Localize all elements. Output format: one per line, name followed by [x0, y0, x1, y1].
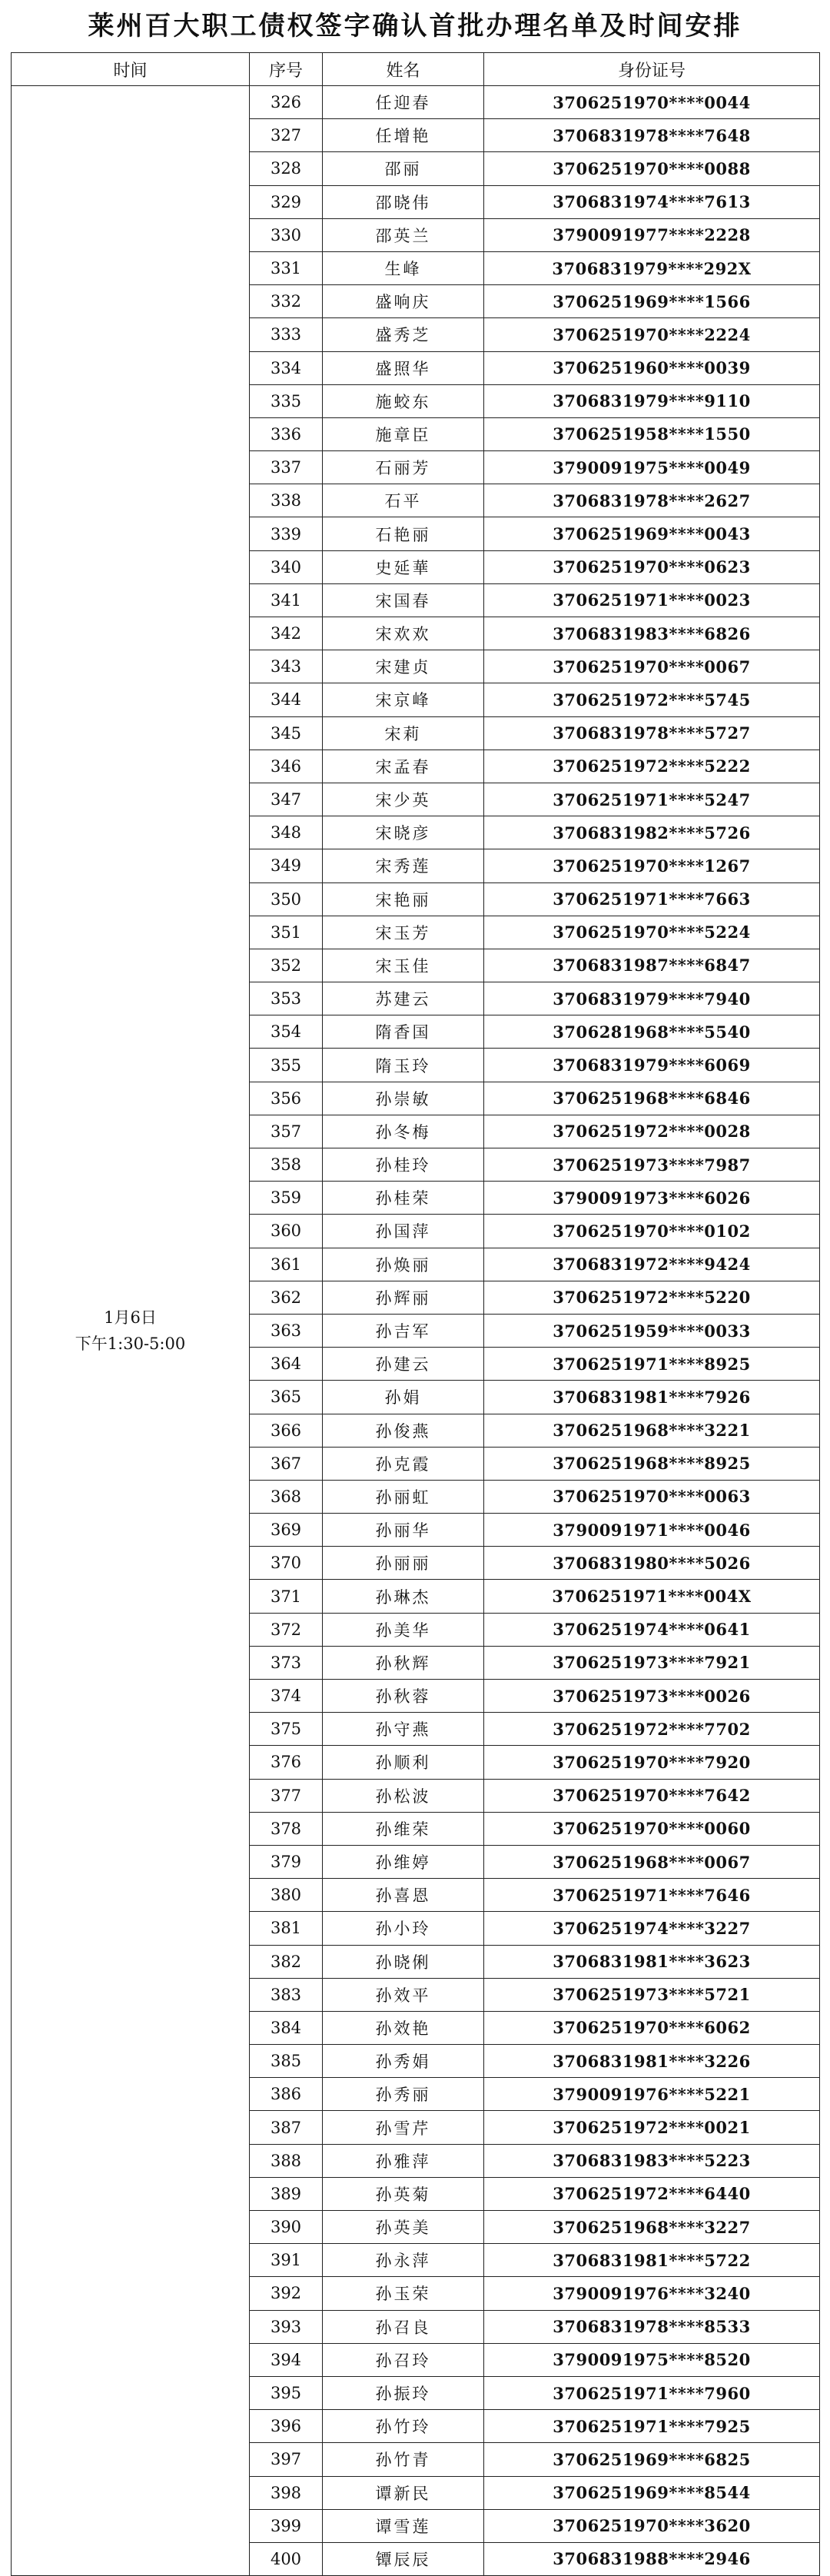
row-id-number: 3706251970****0088 — [484, 152, 820, 185]
row-name: 任增艳 — [323, 119, 484, 152]
row-name: 孙克霞 — [323, 1447, 484, 1480]
row-id-number: 3706831979****292X — [484, 251, 820, 284]
row-number: 375 — [250, 1713, 323, 1746]
row-name: 宋秀莲 — [323, 849, 484, 882]
row-id-number: 3706251968****6846 — [484, 1082, 820, 1115]
row-number: 382 — [250, 1945, 323, 1978]
row-id-number: 3790091975****0049 — [484, 451, 820, 484]
row-name: 孙喜恩 — [323, 1879, 484, 1912]
row-id-number: 3706251971****7960 — [484, 2376, 820, 2409]
row-number: 334 — [250, 351, 323, 384]
row-name: 宋京峰 — [323, 683, 484, 716]
row-number: 388 — [250, 2144, 323, 2177]
row-id-number: 3706831979****6069 — [484, 1049, 820, 1082]
row-id-number: 3706251973****5721 — [484, 1978, 820, 2011]
row-name: 孙守燕 — [323, 1713, 484, 1746]
row-number: 381 — [250, 1912, 323, 1945]
row-number: 336 — [250, 417, 323, 450]
row-name: 孙竹青 — [323, 2443, 484, 2476]
row-name: 史延華 — [323, 550, 484, 583]
row-id-number: 3706251972****5220 — [484, 1281, 820, 1314]
row-id-number: 3706251971****004X — [484, 1580, 820, 1613]
row-id-number: 3706251972****6440 — [484, 2177, 820, 2210]
row-id-number: 3790091973****6026 — [484, 1182, 820, 1215]
row-id-number: 3790091975****8520 — [484, 2343, 820, 2376]
row-id-number: 3706251970****0102 — [484, 1215, 820, 1248]
table-body — [12, 86, 820, 2576]
row-name: 孙英菊 — [323, 2177, 484, 2210]
row-number: 367 — [250, 1447, 323, 1480]
row-number: 357 — [250, 1115, 323, 1148]
row-name: 孙效平 — [323, 1978, 484, 2011]
row-id-number: 3706251971****7646 — [484, 1879, 820, 1912]
row-name: 孙顺利 — [323, 1746, 484, 1779]
row-number: 387 — [250, 2111, 323, 2144]
row-id-number: 3706831983****6826 — [484, 617, 820, 650]
row-id-number: 3706251974****0641 — [484, 1613, 820, 1646]
row-name: 盛照华 — [323, 351, 484, 384]
row-id-number: 3706251970****2224 — [484, 318, 820, 351]
row-id-number: 3706831982****5726 — [484, 816, 820, 849]
row-number: 378 — [250, 1812, 323, 1845]
row-name: 隋香国 — [323, 1015, 484, 1049]
row-number: 383 — [250, 1978, 323, 2011]
row-name: 宋欢欢 — [323, 617, 484, 650]
row-id-number: 3706251970****6062 — [484, 2011, 820, 2044]
row-id-number: 3706831979****9110 — [484, 384, 820, 417]
row-number: 348 — [250, 816, 323, 849]
row-number: 347 — [250, 783, 323, 816]
row-id-number: 3706251970****0623 — [484, 550, 820, 583]
row-id-number: 3706831987****6847 — [484, 949, 820, 982]
row-number: 389 — [250, 2177, 323, 2210]
row-id-number: 3706251971****5247 — [484, 783, 820, 816]
row-name: 施蛟东 — [323, 384, 484, 417]
row-id-number: 3706831978****7648 — [484, 119, 820, 152]
row-name: 孙雪芹 — [323, 2111, 484, 2144]
row-number: 396 — [250, 2410, 323, 2443]
row-id-number: 3706831978****5727 — [484, 716, 820, 750]
time-slot-date: 1月6日 — [104, 1308, 157, 1328]
row-name: 盛响庆 — [323, 285, 484, 318]
row-id-number: 3706831988****2946 — [484, 2542, 820, 2575]
row-name: 镡辰辰 — [323, 2542, 484, 2575]
row-id-number: 3706251974****3227 — [484, 1912, 820, 1945]
header-number: 序号 — [250, 53, 323, 86]
row-number: 376 — [250, 1746, 323, 1779]
row-name: 石平 — [323, 484, 484, 517]
row-name: 孙冬梅 — [323, 1115, 484, 1148]
row-number: 397 — [250, 2443, 323, 2476]
row-name: 宋晓彦 — [323, 816, 484, 849]
row-name: 孙效艳 — [323, 2011, 484, 2044]
row-name: 苏建云 — [323, 982, 484, 1015]
row-number: 329 — [250, 185, 323, 218]
row-name: 宋艳丽 — [323, 882, 484, 916]
row-name: 宋建贞 — [323, 650, 484, 683]
row-number: 344 — [250, 683, 323, 716]
row-name: 孙琳杰 — [323, 1580, 484, 1613]
row-name: 隋玉玲 — [323, 1049, 484, 1082]
time-slot-cell — [12, 86, 250, 2576]
row-name: 孙娟 — [323, 1381, 484, 1414]
row-number: 340 — [250, 550, 323, 583]
row-number: 328 — [250, 152, 323, 185]
row-id-number: 3706251971****0023 — [484, 583, 820, 617]
row-number: 372 — [250, 1613, 323, 1646]
row-id-number: 3790091971****0046 — [484, 1514, 820, 1547]
row-name: 孙晓俐 — [323, 1945, 484, 1978]
row-name: 宋莉 — [323, 716, 484, 750]
row-number: 350 — [250, 882, 323, 916]
row-id-number: 3706251959****0033 — [484, 1314, 820, 1347]
row-name: 石丽芳 — [323, 451, 484, 484]
row-name: 施章臣 — [323, 417, 484, 450]
header-name: 姓名 — [323, 53, 484, 86]
row-id-number: 3706251969****0043 — [484, 517, 820, 550]
row-id-number: 3706251968****3221 — [484, 1414, 820, 1447]
row-name: 孙召良 — [323, 2310, 484, 2343]
row-name: 孙秀娟 — [323, 2045, 484, 2078]
row-name: 宋孟春 — [323, 750, 484, 783]
row-number: 393 — [250, 2310, 323, 2343]
row-name: 孙玉荣 — [323, 2277, 484, 2310]
row-number: 394 — [250, 2343, 323, 2376]
row-id-number: 3706251960****0039 — [484, 351, 820, 384]
row-name: 孙俊燕 — [323, 1414, 484, 1447]
row-name: 孙秋辉 — [323, 1646, 484, 1679]
row-number: 373 — [250, 1646, 323, 1679]
row-number: 358 — [250, 1148, 323, 1182]
row-number: 386 — [250, 2078, 323, 2111]
row-number: 343 — [250, 650, 323, 683]
header-id-number: 身份证号 — [484, 53, 820, 86]
row-number: 368 — [250, 1480, 323, 1513]
row-number: 352 — [250, 949, 323, 982]
row-name: 孙雅萍 — [323, 2144, 484, 2177]
row-number: 353 — [250, 982, 323, 1015]
row-name: 任迎春 — [323, 86, 484, 119]
row-id-number: 3706251970****0044 — [484, 86, 820, 119]
row-name: 谭新民 — [323, 2476, 484, 2509]
row-number: 370 — [250, 1547, 323, 1580]
row-name: 孙崇敏 — [323, 1082, 484, 1115]
row-id-number: 3706831981****7926 — [484, 1381, 820, 1414]
row-number: 366 — [250, 1414, 323, 1447]
row-number: 390 — [250, 2211, 323, 2244]
row-number: 385 — [250, 2045, 323, 2078]
row-name: 宋少英 — [323, 783, 484, 816]
row-id-number: 3706251971****7925 — [484, 2410, 820, 2443]
row-number: 371 — [250, 1580, 323, 1613]
row-number: 400 — [250, 2542, 323, 2575]
row-number: 379 — [250, 1845, 323, 1878]
row-id-number: 3706251970****0067 — [484, 650, 820, 683]
row-name: 孙吉军 — [323, 1314, 484, 1347]
row-name: 孙丽丽 — [323, 1547, 484, 1580]
row-id-number: 3706251970****5224 — [484, 916, 820, 949]
row-name: 盛秀芝 — [323, 318, 484, 351]
row-id-number: 3706251958****1550 — [484, 417, 820, 450]
row-number: 360 — [250, 1215, 323, 1248]
row-number: 339 — [250, 517, 323, 550]
row-name: 石艳丽 — [323, 517, 484, 550]
row-id-number: 3706251971****8925 — [484, 1348, 820, 1381]
row-number: 398 — [250, 2476, 323, 2509]
row-id-number: 3706831978****2627 — [484, 484, 820, 517]
row-id-number: 3706831978****8533 — [484, 2310, 820, 2343]
row-name: 宋玉佳 — [323, 949, 484, 982]
table-header-row — [12, 53, 820, 86]
row-name: 孙维婷 — [323, 1845, 484, 1878]
row-id-number: 3706251972****0021 — [484, 2111, 820, 2144]
row-number: 351 — [250, 916, 323, 949]
row-id-number: 3706251968****0067 — [484, 1845, 820, 1878]
row-name: 孙秀丽 — [323, 2078, 484, 2111]
row-id-number: 3706251973****7987 — [484, 1148, 820, 1182]
row-id-number: 3706251971****7663 — [484, 882, 820, 916]
row-number: 330 — [250, 218, 323, 251]
row-name: 孙建云 — [323, 1348, 484, 1381]
row-number: 395 — [250, 2376, 323, 2409]
row-id-number: 3706251972****7702 — [484, 1713, 820, 1746]
row-id-number: 3706831981****3226 — [484, 2045, 820, 2078]
row-number: 349 — [250, 849, 323, 882]
row-number: 331 — [250, 251, 323, 284]
row-number: 391 — [250, 2244, 323, 2277]
row-number: 384 — [250, 2011, 323, 2044]
row-name: 孙松波 — [323, 1779, 484, 1812]
row-name: 谭雪莲 — [323, 2509, 484, 2542]
row-name: 孙召玲 — [323, 2343, 484, 2376]
row-number: 333 — [250, 318, 323, 351]
row-number: 380 — [250, 1879, 323, 1912]
row-number: 337 — [250, 451, 323, 484]
row-number: 346 — [250, 750, 323, 783]
row-number: 369 — [250, 1514, 323, 1547]
row-id-number: 3706251969****6825 — [484, 2443, 820, 2476]
row-id-number: 3706251970****7642 — [484, 1779, 820, 1812]
table-row — [12, 86, 820, 119]
row-id-number: 3706251972****0028 — [484, 1115, 820, 1148]
row-name: 宋国春 — [323, 583, 484, 617]
row-name: 孙丽虹 — [323, 1480, 484, 1513]
row-id-number: 3706831981****5722 — [484, 2244, 820, 2277]
row-number: 332 — [250, 285, 323, 318]
row-number: 356 — [250, 1082, 323, 1115]
row-number: 365 — [250, 1381, 323, 1414]
row-id-number: 3706831983****5223 — [484, 2144, 820, 2177]
row-number: 355 — [250, 1049, 323, 1082]
row-name: 孙永萍 — [323, 2244, 484, 2277]
row-name: 邵丽 — [323, 152, 484, 185]
row-id-number: 3706251972****5222 — [484, 750, 820, 783]
row-id-number: 3706251969****8544 — [484, 2476, 820, 2509]
row-number: 392 — [250, 2277, 323, 2310]
row-id-number: 3706251970****1267 — [484, 849, 820, 882]
row-id-number: 3706831980****5026 — [484, 1547, 820, 1580]
row-number: 363 — [250, 1314, 323, 1347]
row-name: 孙振玲 — [323, 2376, 484, 2409]
row-number: 359 — [250, 1182, 323, 1215]
row-number: 342 — [250, 617, 323, 650]
row-id-number: 3706831981****3623 — [484, 1945, 820, 1978]
row-id-number: 3706251968****8925 — [484, 1447, 820, 1480]
row-id-number: 3790091976****3240 — [484, 2277, 820, 2310]
row-id-number: 3790091977****2228 — [484, 218, 820, 251]
row-number: 354 — [250, 1015, 323, 1049]
row-name: 孙小玲 — [323, 1912, 484, 1945]
row-name: 孙竹玲 — [323, 2410, 484, 2443]
row-number: 335 — [250, 384, 323, 417]
row-id-number: 3706251968****3227 — [484, 2211, 820, 2244]
row-name: 孙桂荣 — [323, 1182, 484, 1215]
row-name: 孙美华 — [323, 1613, 484, 1646]
row-number: 338 — [250, 484, 323, 517]
name-list-table — [11, 52, 820, 2576]
row-name: 孙丽华 — [323, 1514, 484, 1547]
row-number: 327 — [250, 119, 323, 152]
row-name: 孙秋蓉 — [323, 1680, 484, 1713]
row-id-number: 3706251970****7920 — [484, 1746, 820, 1779]
row-name: 宋玉芳 — [323, 916, 484, 949]
row-name: 邵晓伟 — [323, 185, 484, 218]
row-number: 326 — [250, 86, 323, 119]
row-id-number: 3706251969****1566 — [484, 285, 820, 318]
row-id-number: 3706251970****3620 — [484, 2509, 820, 2542]
row-number: 362 — [250, 1281, 323, 1314]
row-name: 孙维荣 — [323, 1812, 484, 1845]
row-name: 孙焕丽 — [323, 1248, 484, 1281]
row-name: 孙辉丽 — [323, 1281, 484, 1314]
row-name: 生峰 — [323, 251, 484, 284]
row-id-number: 3706251973****0026 — [484, 1680, 820, 1713]
row-name: 孙桂玲 — [323, 1148, 484, 1182]
row-name: 孙英美 — [323, 2211, 484, 2244]
row-number: 361 — [250, 1248, 323, 1281]
row-id-number: 3706281968****5540 — [484, 1015, 820, 1049]
page-title: 莱州百大职工债权签字确认首批办理名单及时间安排 — [88, 11, 742, 42]
row-id-number: 3706251972****5745 — [484, 683, 820, 716]
row-number: 399 — [250, 2509, 323, 2542]
row-id-number: 3706251973****7921 — [484, 1646, 820, 1679]
row-name: 邵英兰 — [323, 218, 484, 251]
row-id-number: 3706251970****0060 — [484, 1812, 820, 1845]
row-id-number: 3790091976****5221 — [484, 2078, 820, 2111]
row-number: 374 — [250, 1680, 323, 1713]
row-id-number: 3706831979****7940 — [484, 982, 820, 1015]
row-name: 孙国萍 — [323, 1215, 484, 1248]
row-number: 345 — [250, 716, 323, 750]
row-number: 341 — [250, 583, 323, 617]
row-id-number: 3706831974****7613 — [484, 185, 820, 218]
row-number: 377 — [250, 1779, 323, 1812]
row-id-number: 3706251970****0063 — [484, 1480, 820, 1513]
time-slot-period: 下午1:30-5:00 — [75, 1335, 186, 1354]
row-number: 364 — [250, 1348, 323, 1381]
header-time: 时间 — [12, 53, 250, 86]
row-id-number: 3706831972****9424 — [484, 1248, 820, 1281]
